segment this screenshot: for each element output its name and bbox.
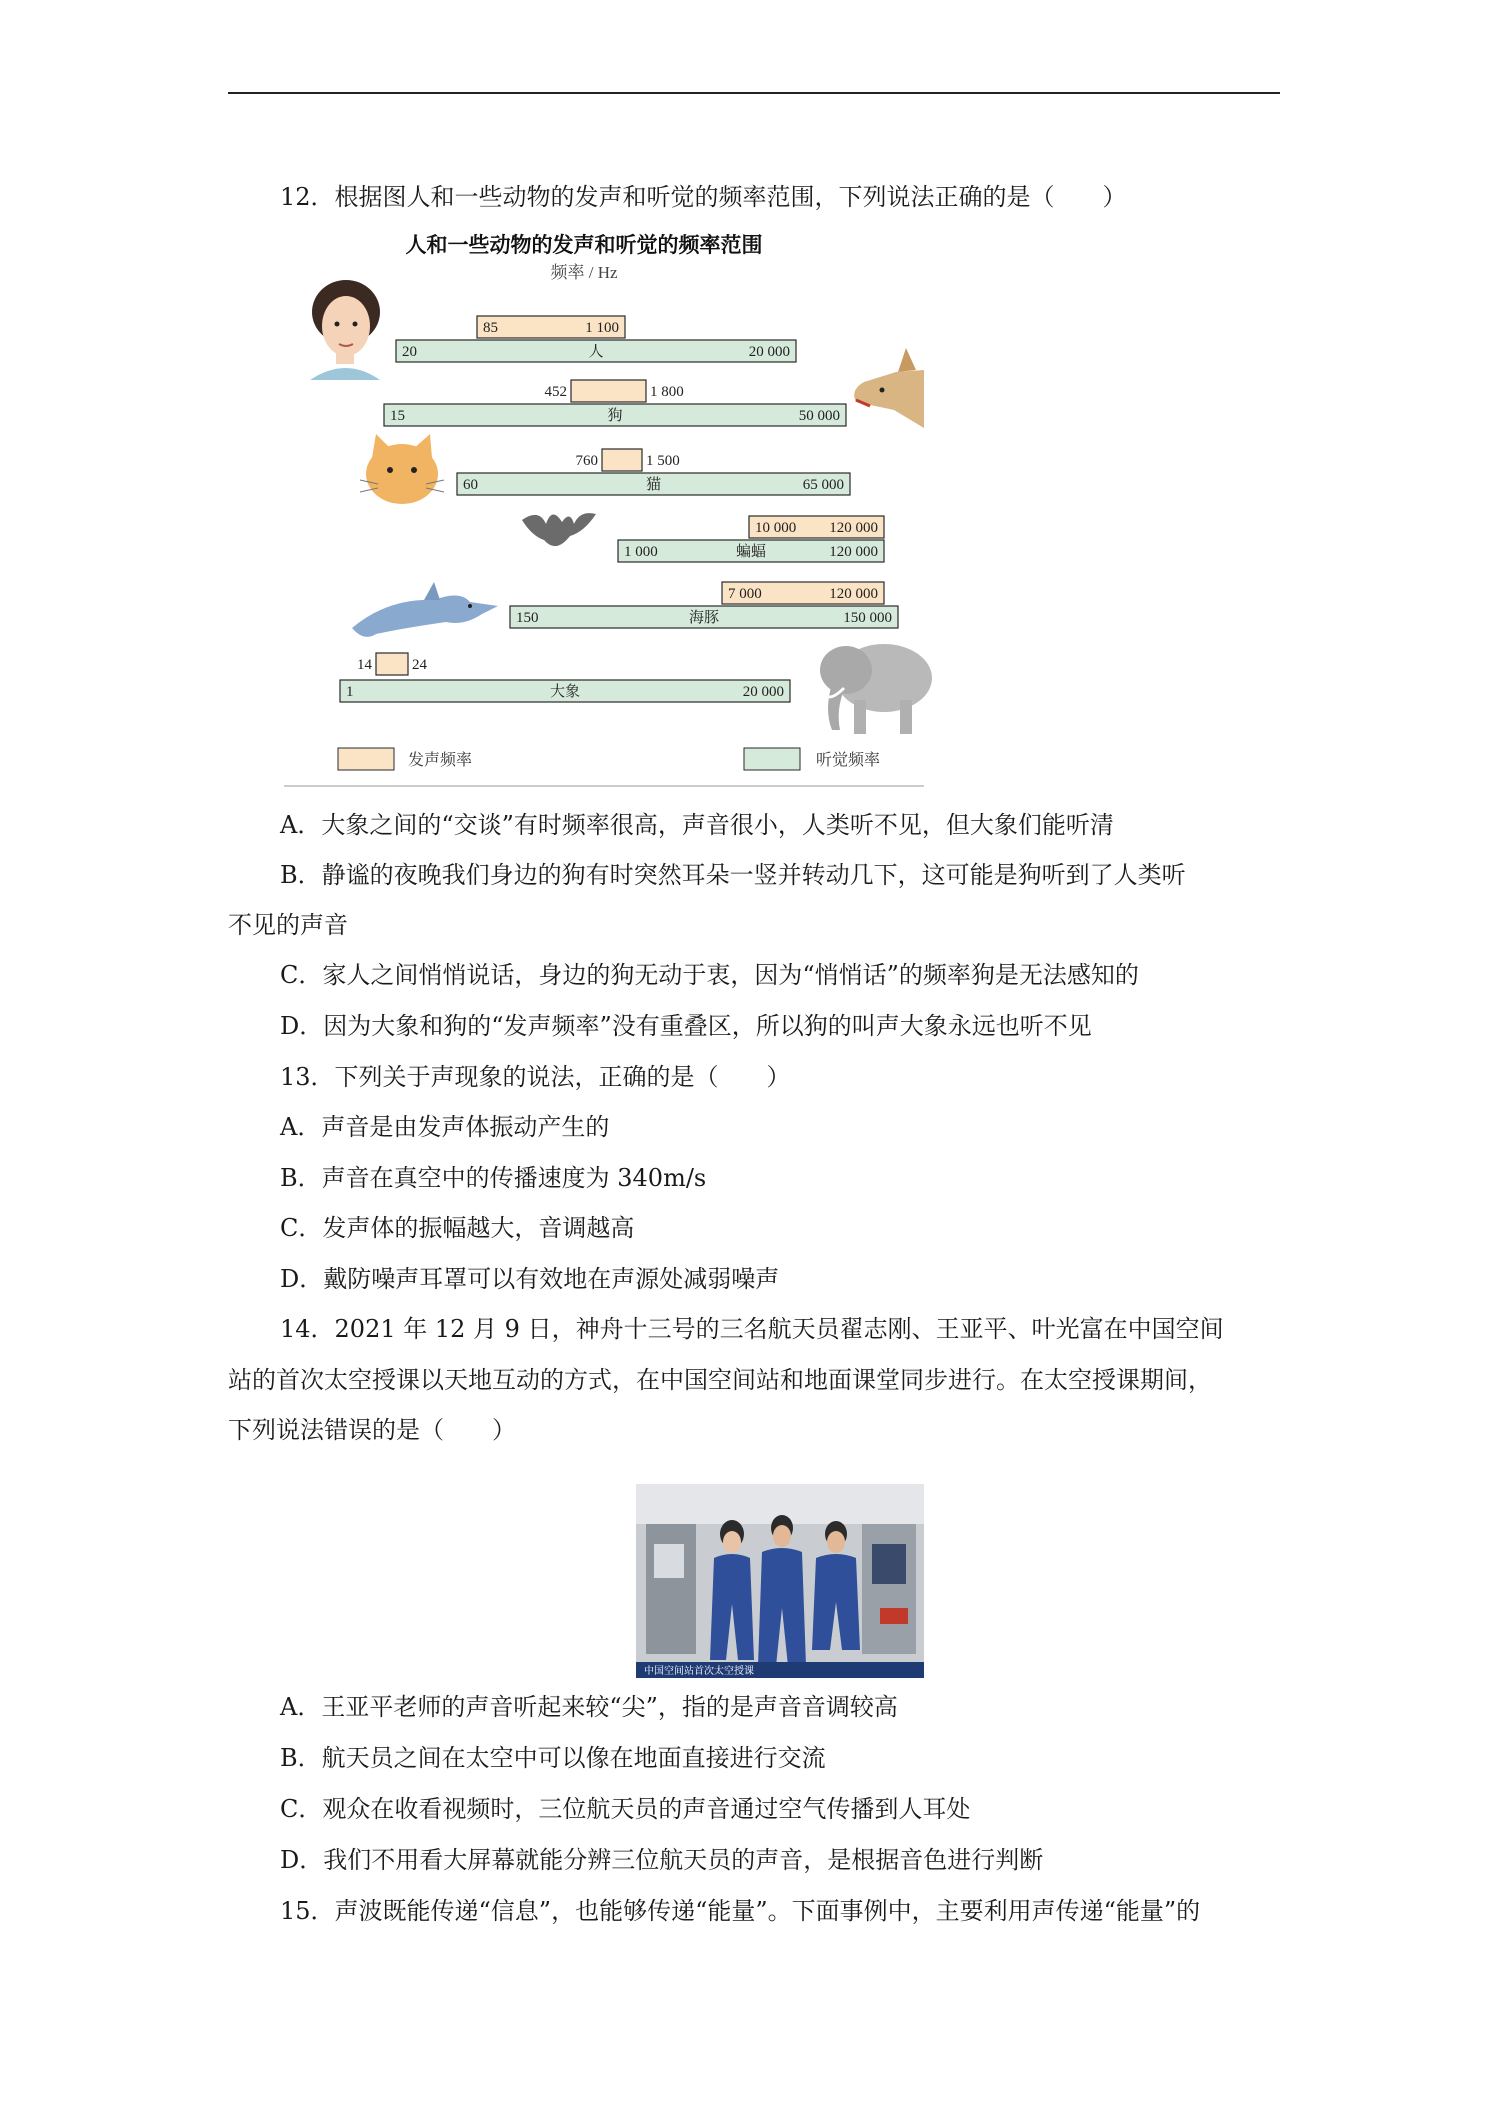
- q12-option-a: A．大象之间的“交谈”有时频率很高，声音很小，人类听不见，但大象们能听清: [280, 811, 1114, 839]
- dog-icon: [854, 348, 924, 428]
- q12-option-b: B．静谧的夜晚我们身边的狗有时突然耳朵一竖并转动几下，这可能是狗听到了人类听: [280, 861, 1186, 889]
- animal-name-label: 海豚: [688, 610, 720, 626]
- animal-name-label: 狗: [607, 408, 623, 424]
- emit-min-label: 10 000: [755, 520, 797, 536]
- frequency-range-chart: [284, 230, 944, 800]
- emit-min-label: 85: [483, 320, 498, 336]
- q12-option-b-cont: 不见的声音: [228, 911, 348, 939]
- animal-name-label: 猫: [645, 477, 662, 493]
- elephant-icon: [820, 644, 932, 734]
- q14-option-d: D．我们不用看大屏幕就能分辨三位航天员的声音，是根据音色进行判断: [280, 1846, 1044, 1874]
- q12-stem: 12．根据图人和一些动物的发声和听觉的频率范围，下列说法正确的是（ ）: [280, 183, 1127, 211]
- dolphin-icon: [352, 582, 498, 637]
- hear-max-label: 20 000: [748, 344, 790, 360]
- hear-max-label: 50 000: [798, 408, 840, 424]
- q13-stem: 13．下列关于声现象的说法，正确的是（ ）: [280, 1063, 791, 1091]
- hear-min-label: 15: [390, 408, 405, 424]
- q13-option-a: A．声音是由发声体振动产生的: [280, 1113, 610, 1141]
- emit-max-label: 120 000: [829, 520, 878, 536]
- legend-hear-swatch: [744, 748, 800, 770]
- hear-max-label: 65 000: [802, 477, 844, 493]
- q14-option-b: B．航天员之间在太空中可以像在地面直接进行交流: [280, 1744, 826, 1772]
- chart-title: 人和一些动物的发声和听觉的频率范围: [405, 234, 763, 257]
- space-lesson-photo: [636, 1484, 924, 1678]
- human-face-icon: [310, 280, 380, 380]
- hear-min-label: 1: [346, 684, 354, 700]
- hear-max-label: 120 000: [829, 544, 878, 560]
- emit-max-label: 24: [412, 657, 427, 673]
- hear-min-label: 150: [516, 610, 539, 626]
- emit-max-label: 1 500: [646, 453, 680, 469]
- emit-bar: [602, 449, 642, 471]
- bat-icon: [522, 513, 596, 546]
- emit-bar: [376, 653, 408, 675]
- q13-option-d: D．戴防噪声耳罩可以有效地在声源处减弱噪声: [280, 1265, 780, 1293]
- q12-option-d: D．因为大象和狗的“发声频率”没有重叠区，所以狗的叫声大象永远也听不见: [280, 1012, 1092, 1040]
- header-rule: [228, 92, 1280, 94]
- emit-max-label: 120 000: [829, 586, 878, 602]
- emit-max-label: 1 100: [585, 320, 619, 336]
- q14-stem-cont-2: 下列说法错误的是（ ）: [228, 1416, 516, 1444]
- hear-min-label: 20: [402, 344, 417, 360]
- emit-min-label: 14: [357, 657, 372, 673]
- emit-min-label: 760: [575, 453, 598, 469]
- q15-stem: 15．声波既能传递“信息”，也能够传递“能量”。下面事例中，主要利用声传递“能量”的: [280, 1897, 1201, 1925]
- q14-option-a: A．王亚平老师的声音听起来较“尖”，指的是声音音调较高: [280, 1693, 898, 1721]
- hear-max-label: 20 000: [742, 684, 784, 700]
- animal-name-label: 蝙蝠: [735, 544, 767, 560]
- hear-max-label: 150 000: [843, 610, 892, 626]
- q14-option-c: C．观众在收看视频时，三位航天员的声音通过空气传播到人耳处: [280, 1795, 971, 1823]
- hear-min-label: 1 000: [624, 544, 658, 560]
- legend-hear-label: 听觉频率: [816, 752, 881, 769]
- q14-stem-cont-1: 站的首次太空授课以天地互动的方式，在中国空间站和地面课堂同步进行。在太空授课期间，: [228, 1366, 1212, 1394]
- animal-name-label: 大象: [549, 684, 581, 700]
- range-bars: [340, 316, 898, 702]
- chart-unit-label: 频率 / Hz: [550, 263, 618, 282]
- emit-bar: [571, 380, 646, 402]
- q13-option-c: C．发声体的振幅越大，音调越高: [280, 1214, 635, 1242]
- animal-name-label: 人: [588, 344, 604, 360]
- q14-stem: 14．2021 年 12 月 9 日，神舟十三号的三名航天员翟志刚、王亚平、叶光富在中国空间: [280, 1315, 1224, 1343]
- cat-icon: [360, 434, 444, 504]
- photo-caption: 中国空间站首次太空授课: [644, 1666, 754, 1677]
- emit-min-label: 7 000: [728, 586, 762, 602]
- emit-max-label: 1 800: [650, 384, 684, 400]
- q13-option-b: B．声音在真空中的传播速度为 340m/s: [280, 1164, 707, 1192]
- q12-option-c: C．家人之间悄悄说话，身边的狗无动于衷，因为“悄悄话”的频率狗是无法感知的: [280, 961, 1139, 989]
- legend-emit-label: 发声频率: [408, 752, 473, 769]
- hear-min-label: 60: [463, 477, 478, 493]
- legend-emit-swatch: [338, 748, 394, 770]
- emit-min-label: 452: [544, 384, 567, 400]
